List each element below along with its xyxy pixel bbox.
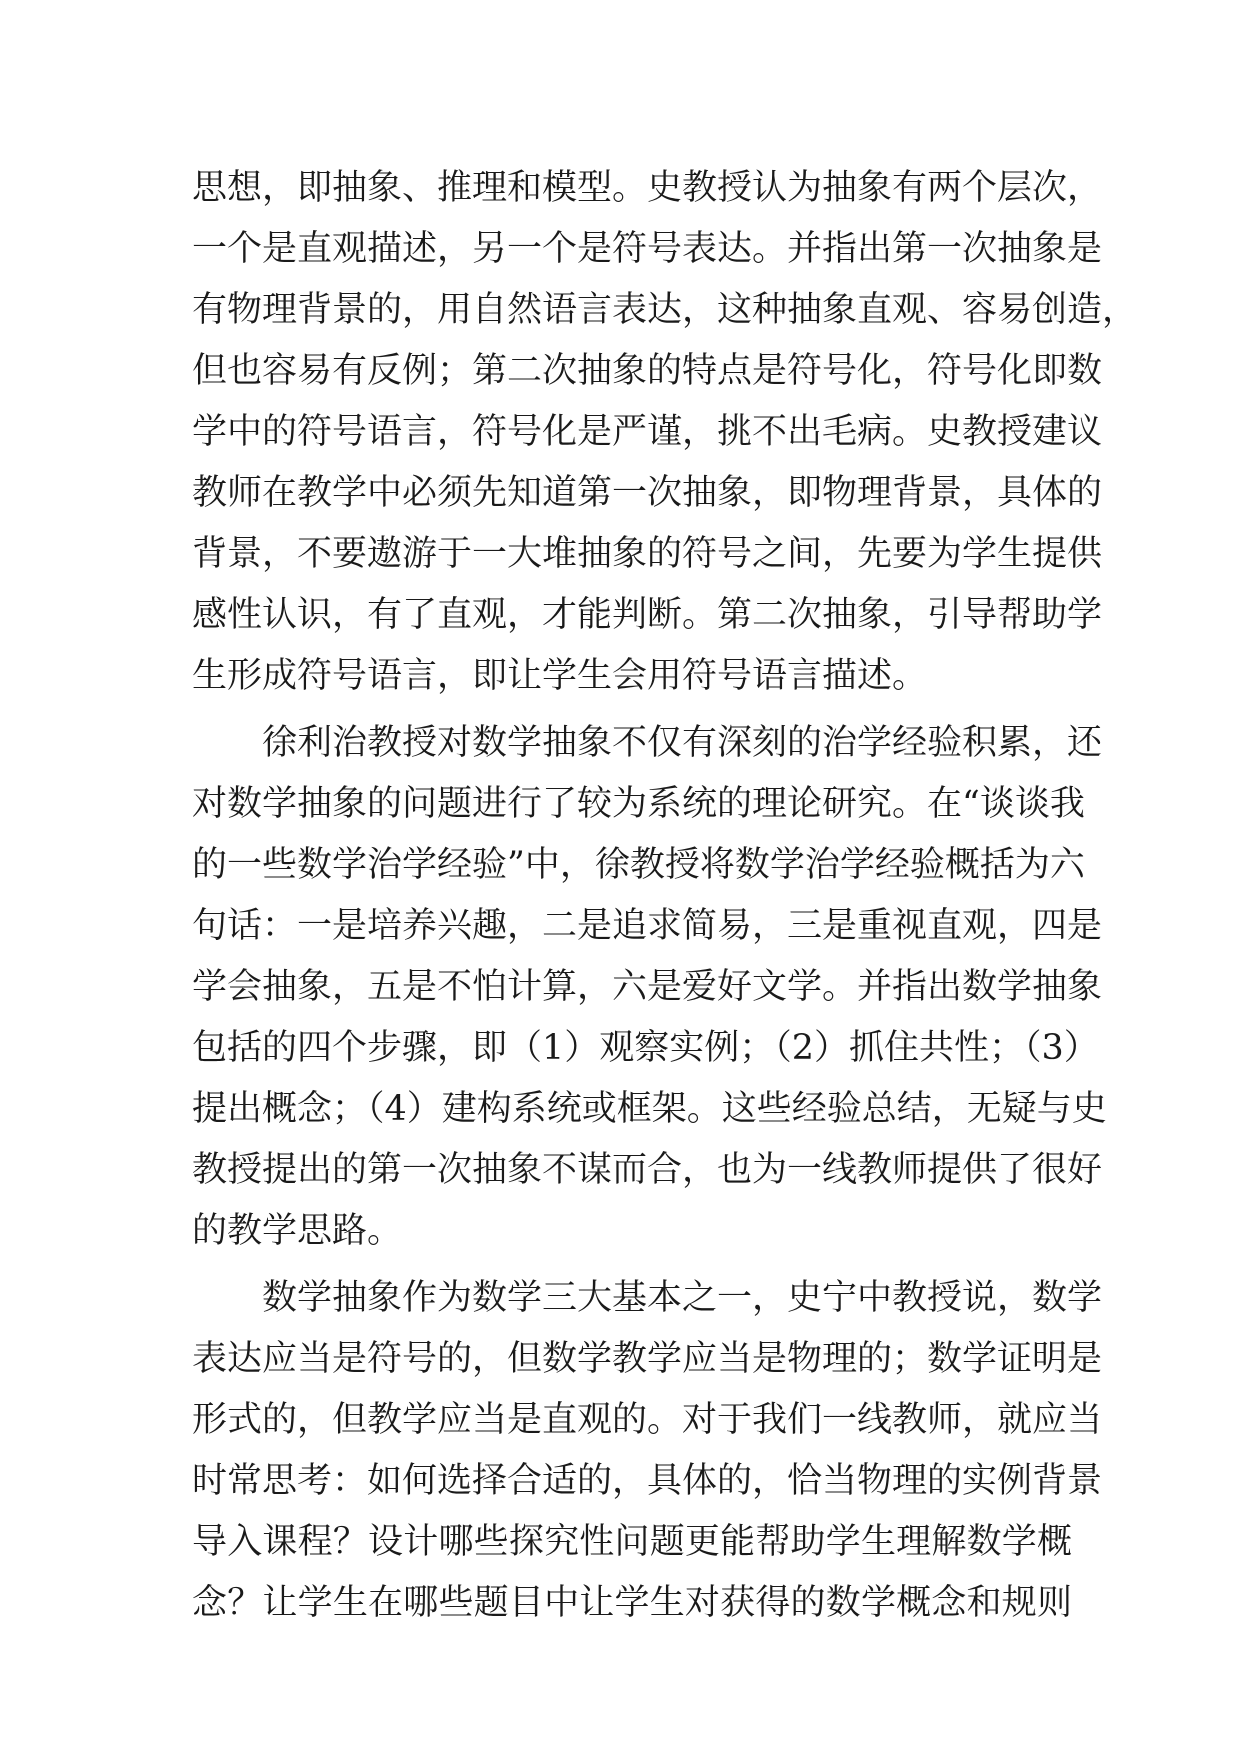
text-line: 提出概念；（4）建构系统或框架。这些经验总结，无疑与史 (192, 1089, 1107, 1129)
text-line: 学会抽象，五是不怕计算，六是爱好文学。并指出数学抽象 (192, 967, 1103, 1007)
text-line: 表达应当是符号的，但数学教学应当是物理的；数学证明是 (192, 1339, 1103, 1379)
text-line: 包括的四个步骤，即（1）观察实例；（2）抓住共性；（3） (192, 1028, 1099, 1068)
paragraph-2 (192, 713, 1107, 1262)
text-line: 教师在教学中必须先知道第一次抽象，即物理背景，具体的 (192, 473, 1103, 513)
text-line: 感性认识，有了直观，才能判断。第二次抽象，引导帮助学 (192, 595, 1103, 635)
text-line: 形式的，但教学应当是直观的。对于我们一线教师，就应当 (192, 1400, 1103, 1440)
paragraph-1 (192, 158, 1138, 707)
text-line: 但也容易有反例；第二次抽象的特点是符号化，符号化即数 (192, 351, 1103, 391)
text-line: 教授提出的第一次抽象不谋而合，也为一线教师提供了很好 (192, 1150, 1103, 1190)
text-line: 徐利治教授对数学抽象不仅有深刻的治学经验积累，还 (192, 723, 1103, 763)
text-line: 的教学思路。 (192, 1211, 403, 1251)
text-line: 生形成符号语言，即让学生会用符号语言描述。 (192, 656, 928, 696)
text-line: 念？让学生在哪些题目中让学生对获得的数学概念和规则 (192, 1583, 1072, 1623)
text-line: 背景，不要遨游于一大堆抽象的符号之间，先要为学生提供 (192, 534, 1103, 574)
body-text (192, 158, 1138, 1634)
text-line: 学中的符号语言，符号化是严谨，挑不出毛病。史教授建议 (192, 412, 1103, 452)
text-line: 数学抽象作为数学三大基本之一，史宁中教授说，数学 (192, 1278, 1103, 1318)
paragraph-3 (192, 1268, 1103, 1634)
text-line: 句话：一是培养兴趣，二是追求简易，三是重视直观，四是 (192, 906, 1103, 946)
text-line: 的一些数学治学经验”中，徐教授将数学治学经验概括为六 (192, 845, 1085, 885)
text-line: 对数学抽象的问题进行了较为系统的理论研究。在“谈谈我 (192, 784, 1085, 824)
text-line: 一个是直观描述，另一个是符号表达。并指出第一次抽象是 (192, 229, 1103, 269)
text-line: 有物理背景的，用自然语言表达，这种抽象直观、容易创造， (192, 290, 1138, 330)
text-line: 思想，即抽象、推理和模型。史教授认为抽象有两个层次， (192, 168, 1103, 208)
text-line: 时常思考：如何选择合适的，具体的，恰当物理的实例背景 (192, 1461, 1103, 1501)
text-line: 导入课程？设计哪些探究性问题更能帮助学生理解数学概 (192, 1522, 1072, 1562)
